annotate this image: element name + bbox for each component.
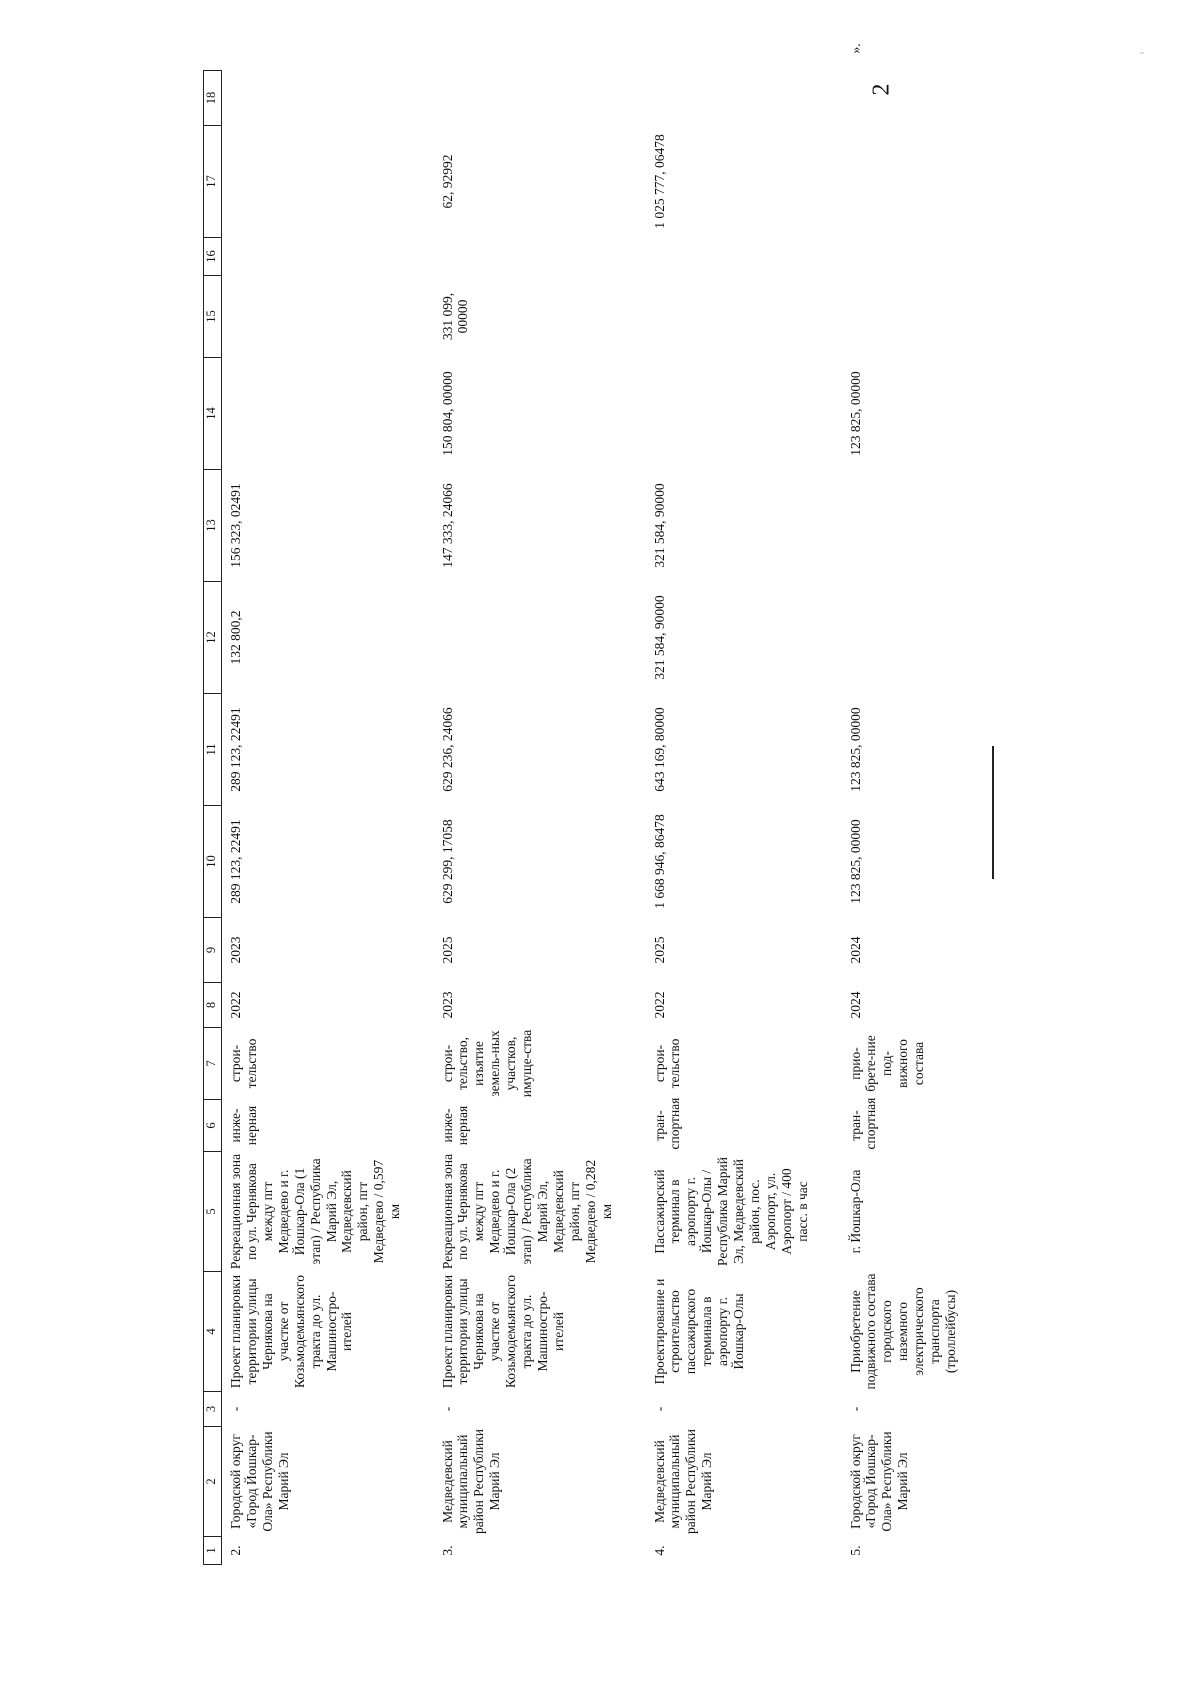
column-number-10: 10 <box>204 806 222 918</box>
end-year-cell: 2023 <box>228 936 243 964</box>
amount-cell-12: 132 800,2 <box>228 610 243 665</box>
row-number: 3. <box>439 1545 455 1556</box>
amount-cell-13: 156 323, 02491 <box>228 483 243 568</box>
planning-project-cell: Приобретение подвижного состава городского наземного электрического транспорта (троллейбусы) <box>847 1273 959 1390</box>
end-year-cell: 2024 <box>847 936 863 964</box>
column-number-3: 3 <box>204 1392 222 1427</box>
amount-cell-11: 629 236, 24066 <box>439 707 455 792</box>
activity-type-cell: прио-брете-ние под-вижного состава <box>847 1035 927 1092</box>
column-3-cell: - <box>847 1406 863 1412</box>
column-number-6: 6 <box>204 1100 222 1152</box>
investment-projects-table <box>203 43 1000 1565</box>
column-number-8: 8 <box>204 983 222 1028</box>
planning-project-cell: Проект планировки территории улицы Чернякова на участке от Козьмодемьянского тракта до ул. Машиностро-ителей <box>439 1274 566 1389</box>
table-row <box>646 71 842 1565</box>
column-3-cell: - <box>651 1406 667 1412</box>
amount-cell-17: 1 025 777, 06478 <box>651 134 667 229</box>
object-location-cell: Пассажирский терминал в аэропорту г. Йошкар-Олы / Республика Марий Эл, Медведевский район, пос. Аэропорт, ул. Аэропорт / 400 пасс. в час <box>651 1157 810 1266</box>
amount-cell-15: 331 099, 00000 <box>439 292 471 341</box>
column-number-4: 4 <box>204 1272 222 1392</box>
column-number-9: 9 <box>204 918 222 983</box>
amount-cell-10: 629 299, 17058 <box>439 819 455 904</box>
amount-cell-14 <box>222 358 434 470</box>
column-number-11: 11 <box>204 694 222 806</box>
row-number: 5. <box>847 1545 863 1556</box>
document-table-rotated <box>203 43 1013 1565</box>
amount-cell-13 <box>842 470 1000 582</box>
row-number: 2. <box>228 1545 243 1556</box>
amount-cell-12 <box>434 582 646 694</box>
column-number-row <box>204 71 222 1565</box>
end-year-cell: 2025 <box>651 936 667 964</box>
amount-cell-11: 643 169, 80000 <box>651 707 667 792</box>
amount-cell-14: 150 804, 00000 <box>439 371 455 456</box>
infrastructure-type-cell: инже-нерная <box>439 1105 471 1146</box>
planning-project-cell: Проект планировки территории улицы Чернякова на участке от Козьмодемьянского тракта до ул. Машиностро-ителей <box>228 1274 355 1389</box>
planning-project-cell: Проектирование и строительство пассажирского терминала в аэропорту г. Йошкар-Олы <box>651 1278 747 1385</box>
amount-cell-13: 321 584, 90000 <box>651 483 667 568</box>
column-number-17: 17 <box>204 126 222 238</box>
amount-cell-10: 289 123, 22491 <box>228 819 243 904</box>
closing-quote-mark: ». <box>847 43 863 54</box>
object-location-cell: Рекреационная зона по ул. Чернякова между пгт Медведево и г. Йошкар-Ола (2 этап) / Республика Марий Эл, Медведевский район, пгт Медведево / 0,282 км <box>439 1153 614 1270</box>
end-year-cell: 2025 <box>439 936 455 964</box>
amount-cell-16 <box>222 238 434 276</box>
amount-cell-16 <box>434 238 646 276</box>
column-3-cell: - <box>439 1406 455 1412</box>
column-number-2: 2 <box>204 1427 222 1537</box>
separator-line <box>992 746 994 879</box>
column-number-14: 14 <box>204 358 222 470</box>
amount-cell-16 <box>842 238 1000 276</box>
column-number-15: 15 <box>204 276 222 358</box>
amount-cell-12 <box>842 582 1000 694</box>
amount-cell-13: 147 333, 24066 <box>439 483 455 568</box>
table-row <box>842 71 1000 1565</box>
amount-cell-17 <box>842 126 1000 238</box>
municipality-cell: Городской округ «Город Йошкар-Ола» Республики Марий Эл <box>228 1431 291 1532</box>
infrastructure-type-cell: тран-спортная <box>651 1097 683 1150</box>
amount-cell-15 <box>842 276 1000 358</box>
amount-cell-12: 321 584, 90000 <box>651 595 667 680</box>
scan-margin-mark: ‹ <box>1136 51 1147 55</box>
amount-cell-14: 123 825, 00000 <box>847 371 863 456</box>
activity-type-cell: строи-тельство, изъятие земель-ных участков, имуще-ства <box>439 1029 535 1098</box>
amount-cell-16 <box>646 238 842 276</box>
start-year-cell: 2023 <box>439 991 455 1019</box>
table-row <box>434 71 646 1565</box>
page-number: 2 <box>868 83 895 96</box>
activity-type-cell: строи-тельство <box>228 1038 259 1089</box>
table-row <box>222 71 434 1565</box>
municipality-cell: Медведевский муниципальный район Республики Марий Эл <box>439 1428 503 1535</box>
row-number: 4. <box>651 1545 667 1556</box>
amount-cell-15 <box>646 276 842 358</box>
infrastructure-type-cell: тран-спортная <box>847 1097 879 1150</box>
column-number-1: 1 <box>204 1537 222 1565</box>
object-location-cell: Рекреационная зона по ул. Чернякова между пгт Медведево и г. Йошкар-Ола (1 этап) / Республика Марий Эл, Медведевский район, пгт Медведево / 0,597 км <box>228 1153 403 1270</box>
start-year-cell: 2022 <box>228 991 243 1019</box>
amount-cell-18 <box>434 71 646 126</box>
municipality-cell: Медведевский муниципальный район Республики Марий Эл <box>651 1428 715 1535</box>
amount-cell-11: 123 825, 00000 <box>847 707 863 792</box>
column-number-18: 18 <box>204 71 222 126</box>
amount-cell-18 <box>646 71 842 126</box>
object-location-cell: г. Йошкар-Ола <box>847 1169 863 1254</box>
column-3-cell: - <box>228 1406 243 1412</box>
column-number-5: 5 <box>204 1152 222 1272</box>
amount-cell-18 <box>842 43 1000 126</box>
start-year-cell: 2022 <box>651 991 667 1019</box>
amount-cell-17: 62, 92992 <box>439 154 455 209</box>
column-number-13: 13 <box>204 470 222 582</box>
amount-cell-10: 123 825, 00000 <box>847 819 863 904</box>
amount-cell-18 <box>222 71 434 126</box>
amount-cell-17 <box>222 126 434 238</box>
amount-cell-14 <box>646 358 842 470</box>
column-number-7: 7 <box>204 1028 222 1100</box>
column-number-16: 16 <box>204 238 222 276</box>
amount-cell-11: 289 123, 22491 <box>228 707 243 792</box>
amount-cell-10: 1 668 946, 86478 <box>651 814 667 909</box>
amount-cell-15 <box>222 276 434 358</box>
municipality-cell: Городской округ «Город Йошкар-Ола» Республики Марий Эл <box>847 1431 911 1532</box>
infrastructure-type-cell: инже-нерная <box>228 1105 259 1146</box>
column-number-12: 12 <box>204 582 222 694</box>
activity-type-cell: строи-тельство <box>651 1038 683 1089</box>
start-year-cell: 2024 <box>847 991 863 1019</box>
